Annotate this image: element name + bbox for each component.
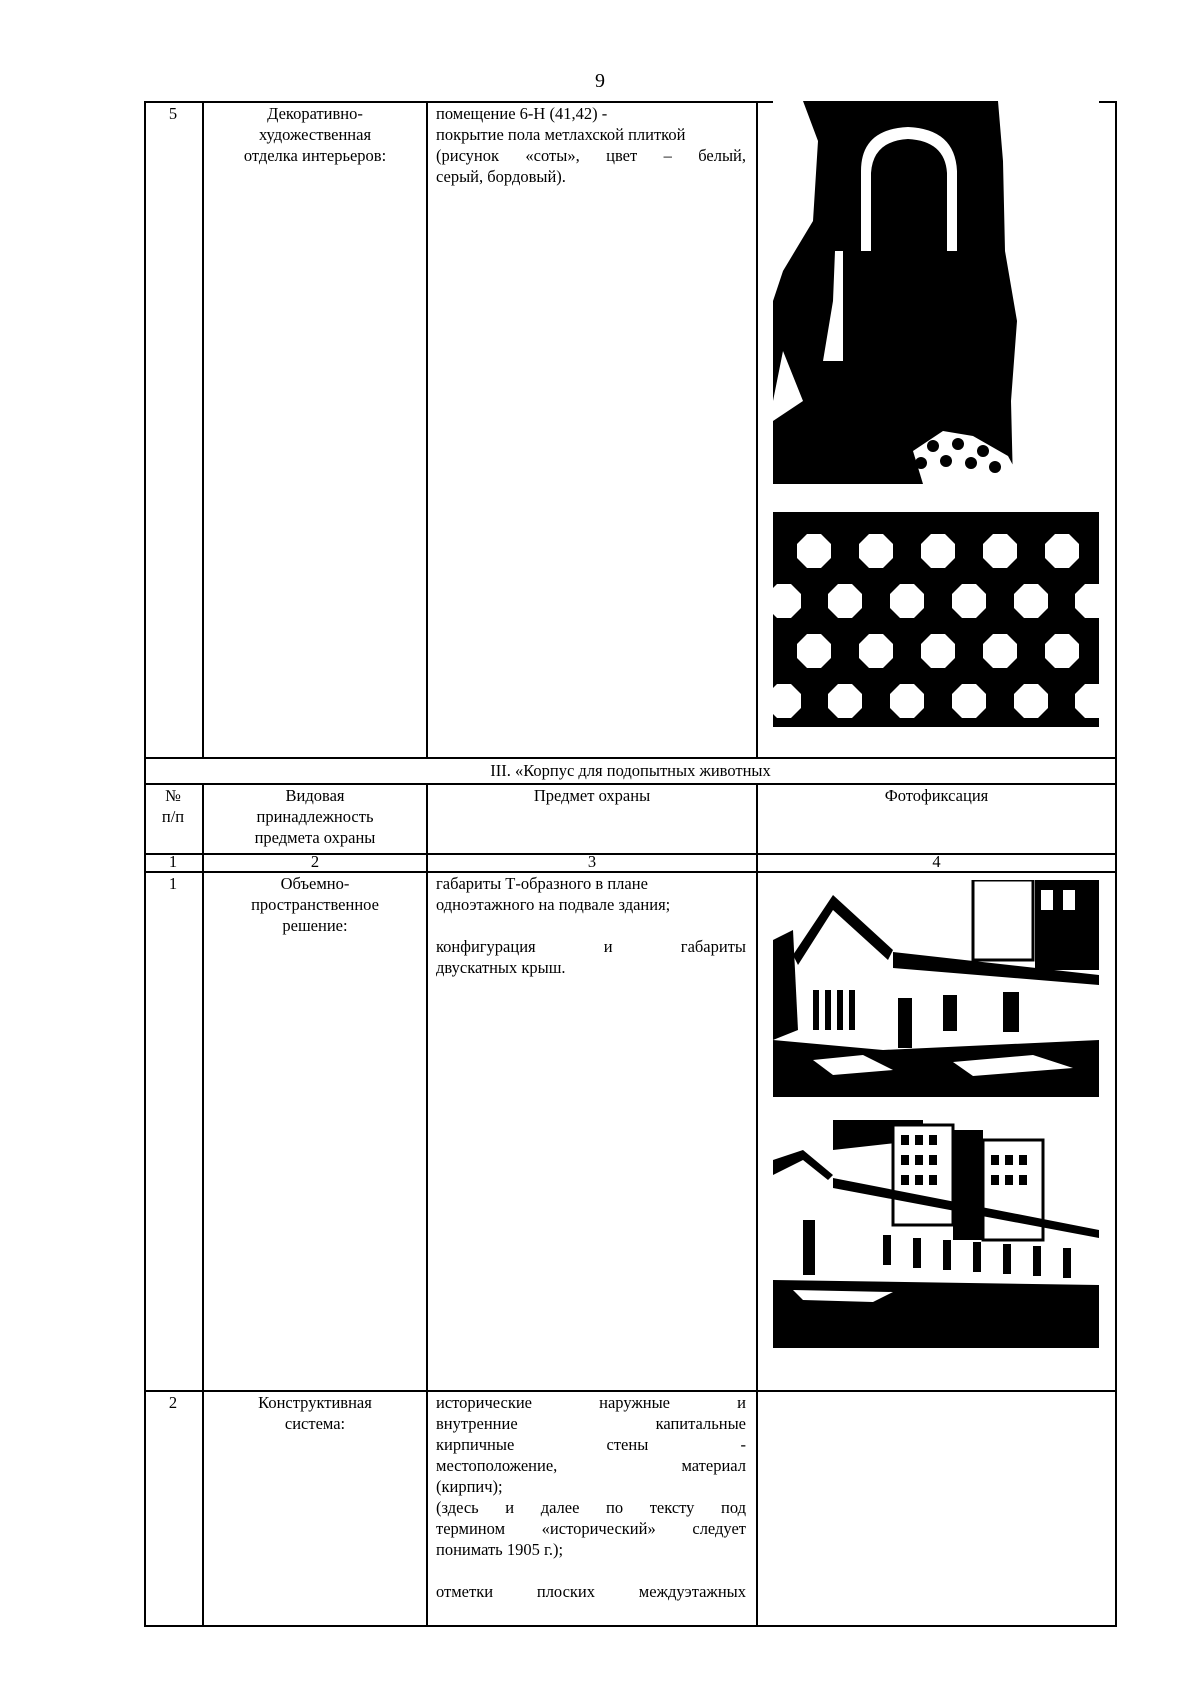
col-number-3: 3: [587, 852, 597, 871]
page-number: 9: [595, 70, 605, 92]
table-line: [756, 783, 758, 1626]
header-photo: Фотофиксация: [884, 786, 989, 805]
header-type: Видовая принадлежность предмета охраны: [254, 786, 376, 847]
table-line: [426, 783, 428, 1626]
interior-arch-photo: [773, 101, 1099, 484]
row2-type: Конструктивная система:: [258, 1393, 372, 1433]
header-subject: Предмет охраны: [533, 786, 651, 805]
row5-type: Декоративно- художественная отделка интерьеров:: [243, 104, 387, 165]
row5-number: 5: [168, 104, 178, 123]
col-number-2: 2: [310, 852, 320, 871]
building-gable-photo: [773, 880, 1099, 1097]
table-line: [144, 1625, 1117, 1627]
table-line: [426, 101, 428, 757]
row2-number: 2: [168, 1393, 178, 1412]
col-number-4: 4: [932, 852, 941, 871]
table-line: [1115, 101, 1117, 1626]
row1-type: Объемно- пространственное решение:: [251, 874, 379, 935]
header-number: № п/п: [161, 786, 185, 826]
section-title: III. «Корпус для подопытных животных: [490, 761, 771, 780]
protection-table: [144, 101, 1117, 1626]
row2-subject: исторические наружные и внутренние капитальные кирпичные стены - местоположение, материал (кирпич); (здесь и далее по тексту под термином «исторический» следует понимать 1905 г.); отметки плоских междуэтажных: [436, 1393, 746, 1601]
row5-subject: помещение 6-Н (41,42) - покрытие пола метлахской плиткой (рисунок «соты», цвет – белый, серый, бордовый).: [436, 104, 746, 186]
table-line: [144, 757, 1117, 759]
table-line: [202, 101, 204, 757]
row1-subject: габариты Т-образного в плане одноэтажного на подвале здания; конфигурация и габариты двускатных крыш.: [436, 874, 746, 977]
row1-number: 1: [168, 874, 178, 893]
col-number-1: 1: [168, 852, 178, 871]
building-side-photo: [773, 1120, 1099, 1348]
tile-pattern-photo: [773, 512, 1099, 727]
table-line: [756, 101, 758, 757]
